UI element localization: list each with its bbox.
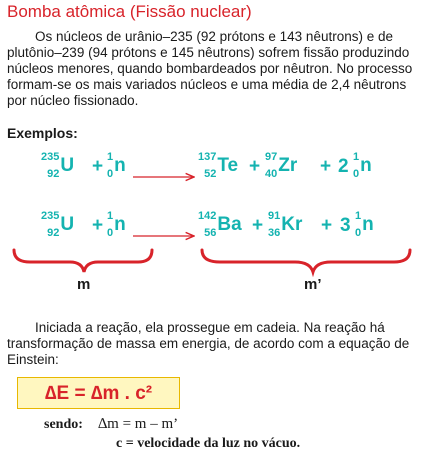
reaction2-plus-3: + [321,215,333,236]
reaction2-neutrons-out: 1 0 n [355,210,374,239]
reaction2-krypton: 91 36 Kr [268,210,303,239]
chain-text: Iniciada a reação, ela prossegue em cadeia. Na reação há transformação de massa em energia, de acordo com a equação de Einstein: [7,320,410,367]
reaction1-neutrons-out: 1 0 n [353,151,372,180]
reaction1-plus-2: + [249,156,261,177]
reaction2-neutron: 1 0 n [107,210,126,239]
reaction1-neutron: 1 0 n [107,151,126,180]
reaction1-tellurium: 137 52 Te [198,151,239,180]
reaction1-uranium: 235 92 U [41,151,75,180]
c-definition: c = velocidade da luz no vácuo. [116,436,301,451]
reaction2-plus-2: + [252,215,264,236]
reaction1-coef: 2 [338,156,349,177]
reaction2-coef: 3 [340,215,351,236]
reaction1-zirconium: 97 40 Zr [265,151,298,180]
delta-m-definition: ∆m = m – m’ [98,416,179,432]
reaction2-barium: 142 56 Ba [198,210,242,239]
chain-paragraph [7,320,421,368]
reaction2-uranium: 235 92 U [41,210,75,239]
examples-label: Exemplos: [7,125,78,141]
mass-right-label: m’ [304,276,322,293]
reaction1-plus-3: + [320,156,332,177]
where-label: sendo: [44,417,83,432]
einstein-equation: ∆E = ∆m . c² [44,383,153,404]
right-curly-brace [202,250,410,272]
reaction2-plus-1: + [92,215,104,236]
einstein-equation-box [17,377,180,409]
mass-left-label: m [77,276,91,293]
page-title: Bomba atômica (Fissão nuclear) [7,2,252,21]
reaction1-plus-1: + [92,156,104,177]
intro-text: Os núcleos de urânio–235 (92 prótons e 143 nêutrons) e de plutônio–239 (94 prótons e 145 nêutrons) sofrem fissão produzindo núcleos menores, quando bombardeados por nêutron. No processo formam-se os mais variados núcleos e uma média de 2,4 nêutrons por núcleo fissionado. [7,29,413,108]
left-curly-brace [14,250,152,272]
